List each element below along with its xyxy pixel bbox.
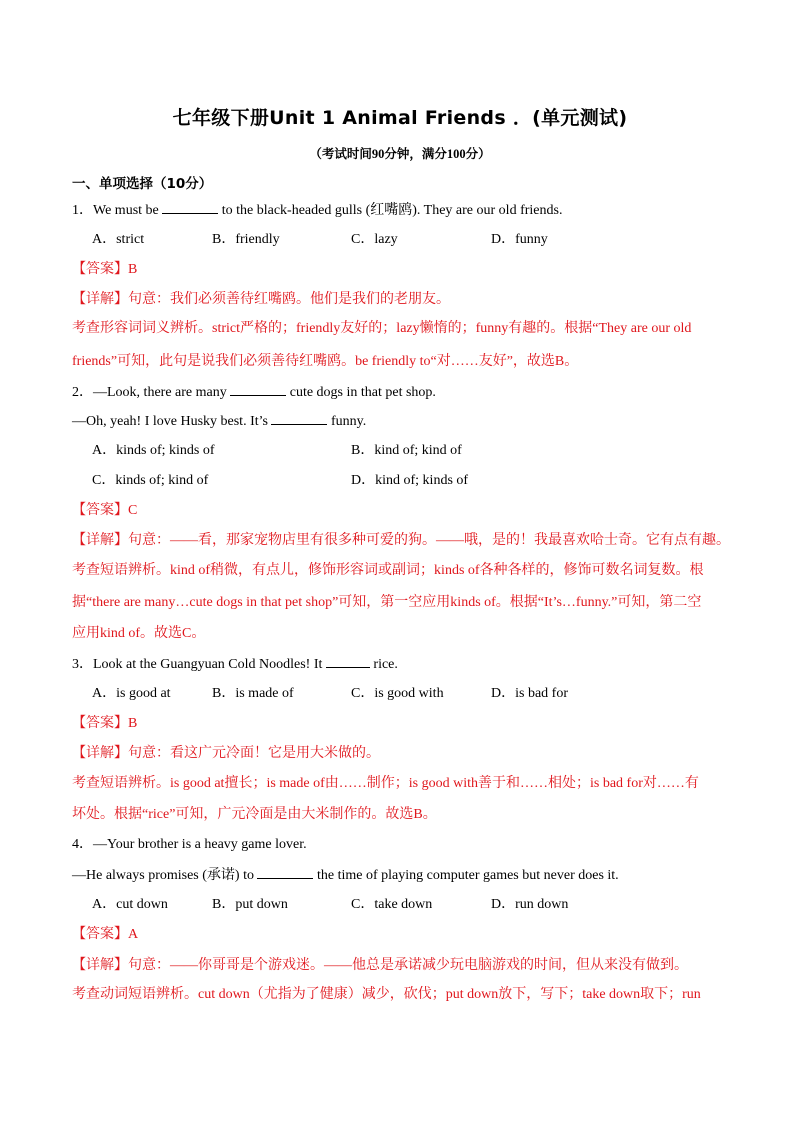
detail-2: 【详解】句意：——看，那家宠物店里有很多种可爱的狗。——哦，是的！我最喜欢哈士奇。它有点有趣。 [72,533,730,548]
detail-1: 【详解】句意：我们必须善待红嘴鸥。他们是我们的老朋友。 [72,292,450,307]
answer-4: 【答案】A [72,927,139,942]
explanation-2-line-1: 考查短语辨析。kind of稍微，有点儿，修饰形容词或副词；kinds of各种各样的，修饰可数名词复数。根 [72,563,704,578]
section-heading: 一、单项选择（10分） [72,176,213,192]
option-d: D．is bad for [491,686,568,701]
answer-1: 【答案】B [72,262,138,277]
explanation-3-line-2: 坏处。根据“rice”可知，广元冷面是由大米制作的。故选B。 [72,807,437,822]
option-b: B．friendly [212,232,280,247]
question-1 [72,201,562,220]
option-a: A．kinds of; kinds of [92,443,215,458]
detail-3: 【详解】句意：看这广元冷面！它是用大米做的。 [72,746,380,761]
option-b: B．kind of; kind of [351,443,462,458]
question-4-line-2: —He always promises (承诺) to the time of playing computer games but never does it. [72,868,619,883]
option-d: D．funny [491,232,548,247]
option-c: C．take down [351,897,433,912]
answer-2: 【答案】C [72,503,138,518]
option-c: C．lazy [351,232,398,247]
answer-blank [230,383,286,396]
question-4: 4．—Your brother is a heavy game lover. [72,837,307,852]
option-a: A．is good at [92,686,171,701]
answer-blank [162,201,218,214]
question-3: 3．Look at the Guangyuan Cold Noodles! It rice. [72,657,398,672]
question-1-text-end: to the black-headed gulls (红嘴鸥). They are our old friends. [221,203,563,218]
option-a: A．cut down [92,897,168,912]
page-title: 七年级下册Unit 1 Animal Friends ．(单元测试) [172,107,628,129]
answer-3: 【答案】B [72,716,138,731]
explanation-1-line-1: 考查形容词词义辨析。strict严格的；friendly友好的；lazy懒惰的；funny有趣的。根据“They are our old [72,321,692,336]
option-a: A．strict [92,232,145,247]
answer-blank [257,866,313,879]
option-b: B．put down [212,897,288,912]
option-d: D．run down [491,897,569,912]
detail-4: 【详解】句意：——你哥哥是个游戏迷。——他总是承诺减少玩电脑游戏的时间，但从来没有做到。 [72,958,688,973]
exam-info: （考试时间90分钟，满分100分） [309,147,491,161]
option-d: D．kind of; kinds of [351,473,469,488]
explanation-4-line-1: 考查动词短语辨析。cut down（尤指为了健康）减少，砍伐；put down放下，写下；take down取下；run [72,987,701,1002]
explanation-3-line-1: 考查短语辨析。is good at擅长；is made of由……制作；is good with善于和……相处；is bad for对……有 [72,776,699,791]
explanation-1-line-2: friends”可知，此句是说我们必须善待红嘴鸥。be friendly to“对……友好”，故选B。 [72,354,579,369]
option-b: B．is made of [212,686,294,701]
explanation-2-line-3: 应用kind of。故选C。 [72,626,206,641]
option-c: C．is good with [351,686,444,701]
answer-blank [326,655,370,668]
answer-blank [271,412,327,425]
question-2-line-2: —Oh, yeah! I love Husky best. It’s funny. [72,414,367,429]
option-c: C．kinds of; kind of [92,473,209,488]
explanation-2-line-2: 据“there are many…cute dogs in that pet shop”可知，第一空应用kinds of。根据“It’s…funny.”可知，第二空 [72,595,702,610]
question-1-text-start: 1．We must be [72,203,159,218]
question-2: 2．—Look, there are many cute dogs in that pet shop. [72,385,436,400]
